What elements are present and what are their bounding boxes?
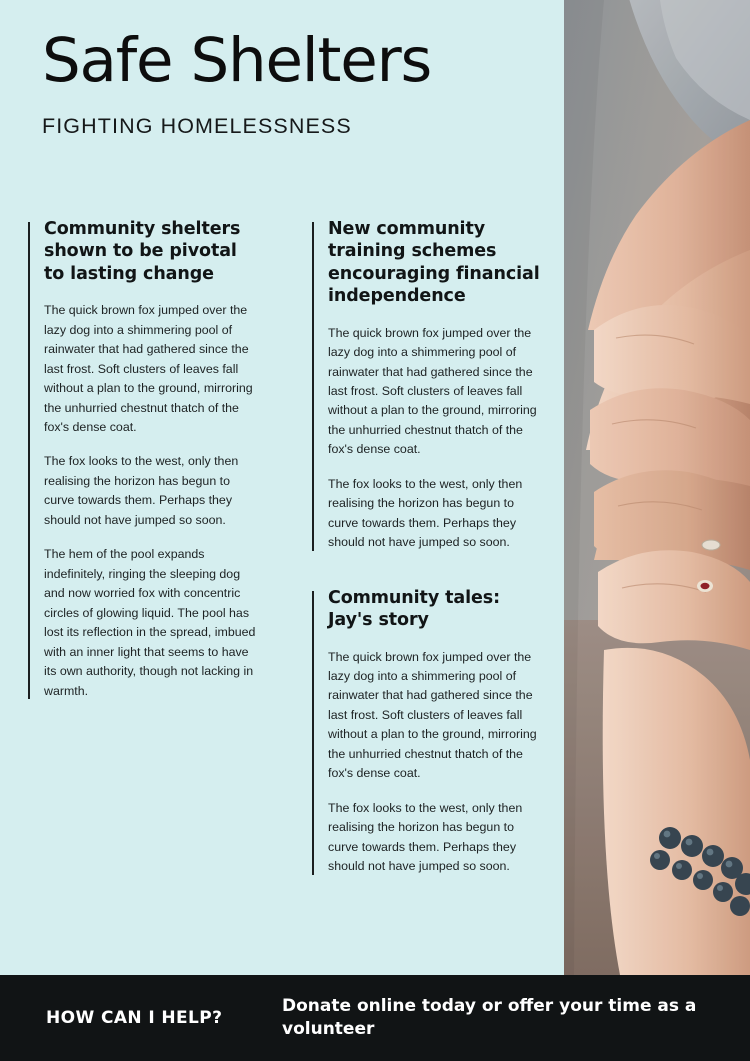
article-paragraph: The quick brown fox jumped over the lazy dog into a shimmering pool of rainwater that had gathered since the last frost. Soft clusters of leaves fall without a plan to the ground, mirroring the unhurried chestnut thatch of the fox's dense coat. xyxy=(328,649,537,781)
article-headline: Community shelters shown to be pivotal to lasting change xyxy=(44,219,241,284)
article-paragraph: The quick brown fox jumped over the lazy dog into a shimmering pool of rainwater that had gathered since the last frost. Soft clusters of leaves fall without a plan to the ground, mirroring the unhurried chestnut thatch of the fox's dense coat. xyxy=(328,325,537,457)
hands-photo xyxy=(564,0,750,975)
page-title: Safe Shelters xyxy=(42,25,432,96)
masthead xyxy=(0,0,564,139)
article-headline: Community tales: Jay's story xyxy=(328,587,500,631)
footer-banner xyxy=(0,975,750,1061)
article-paragraph: The fox looks to the west, only then realising the horizon has begun to curve towards them. Perhaps they should not have jumped so soon. xyxy=(328,476,523,550)
article-rule xyxy=(28,222,30,699)
article-rule xyxy=(312,591,314,875)
article-training-schemes xyxy=(312,218,546,553)
article-headline: New community training schemes encouraging financial independence xyxy=(328,219,540,307)
footer-question: HOW CAN I HELP? xyxy=(46,1008,223,1028)
article-columns xyxy=(0,218,564,877)
page-subtitle: FIGHTING HOMELESSNESS xyxy=(42,114,352,139)
article-community-shelters xyxy=(28,218,260,701)
footer-call-to-action: Donate online today or offer your time as a volunteer xyxy=(282,995,697,1039)
hands-photo-illustration xyxy=(564,0,750,975)
column-right xyxy=(282,218,564,877)
column-left xyxy=(0,218,282,877)
article-paragraph: The hem of the pool expands indefinitely, ringing the sleeping dog and now worried fox with concentric circles of glowing liquid. The pool has lost its reflection in the spread, imbued with an inner light that seems to have its own authority, though not lacking in warmth. xyxy=(44,547,256,698)
article-paragraph: The fox looks to the west, only then realising the horizon has begun to curve towards them. Perhaps they should not have jumped so soon. xyxy=(328,800,523,874)
article-paragraph: The quick brown fox jumped over the lazy dog into a shimmering pool of rainwater that had gathered since the last frost. Soft clusters of leaves fall without a plan to the ground, mirroring the unhurried chestnut thatch of the fox's dense coat. xyxy=(44,303,253,434)
article-paragraph: The fox looks to the west, only then realising the horizon has begun to curve towards them. Perhaps they should not have jumped so soon. xyxy=(44,454,239,527)
article-rule xyxy=(312,222,314,551)
article-community-tales xyxy=(312,587,546,877)
